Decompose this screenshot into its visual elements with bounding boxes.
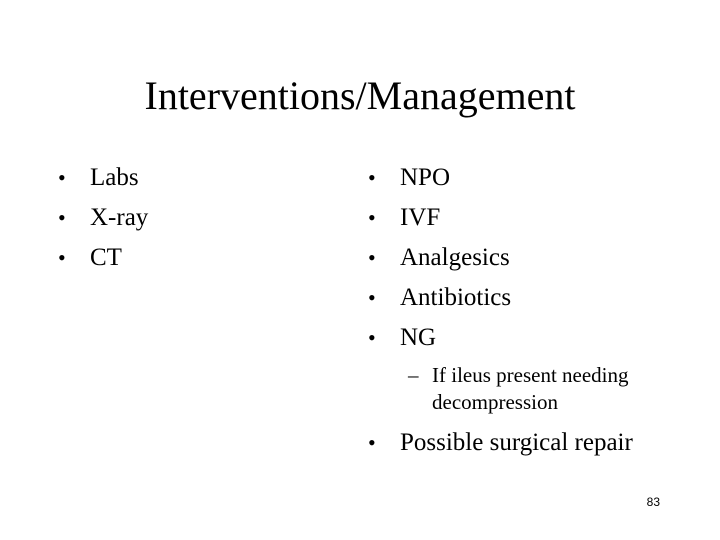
left-bullet-list xyxy=(58,158,318,278)
bullet-icon: • xyxy=(58,205,66,230)
sub-bullet-text: If ileus present needing decompression xyxy=(432,363,629,414)
list-item-text: Labs xyxy=(90,164,139,191)
list-item xyxy=(368,238,688,278)
bullet-icon: • xyxy=(368,325,376,350)
list-item-text: Possible surgical repair xyxy=(400,429,633,456)
list-item xyxy=(58,158,318,198)
list-item-text: NPO xyxy=(400,164,451,191)
bullet-icon: • xyxy=(58,165,66,190)
slide-title: Interventions/Management xyxy=(144,73,576,118)
bullet-icon: • xyxy=(368,205,376,230)
bullet-icon: • xyxy=(368,245,376,270)
list-item-text: Analgesics xyxy=(400,244,510,271)
list-item xyxy=(368,278,688,318)
right-bullet-list xyxy=(368,158,688,358)
list-item-text: CT xyxy=(90,244,122,271)
bullet-icon: • xyxy=(368,430,376,455)
list-item xyxy=(58,238,318,278)
list-item xyxy=(368,158,688,198)
page-number: 83 xyxy=(646,495,660,509)
bullet-icon: • xyxy=(368,285,376,310)
list-item xyxy=(368,318,688,358)
list-item-text: IVF xyxy=(400,204,441,231)
list-item-text: X-ray xyxy=(90,204,149,231)
list-item-text: NG xyxy=(400,324,437,351)
dash-icon: – xyxy=(408,363,419,387)
list-item xyxy=(368,198,688,238)
bullet-icon: • xyxy=(368,165,376,190)
bullet-icon: • xyxy=(58,245,66,270)
list-item-text: Antibiotics xyxy=(400,284,512,311)
list-item xyxy=(58,198,318,238)
